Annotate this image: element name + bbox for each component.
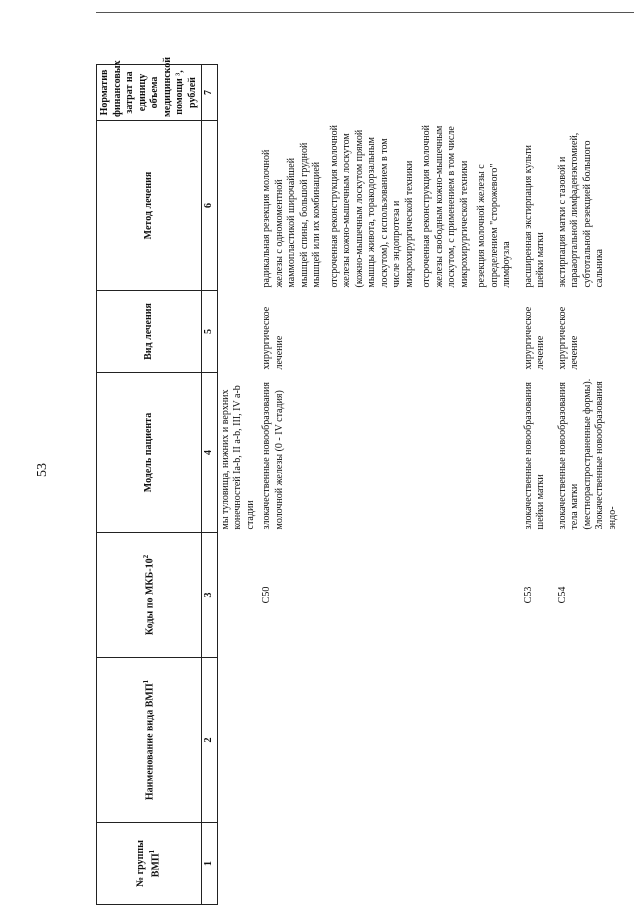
table-row bbox=[217, 65, 259, 905]
cell-treatment-method bbox=[259, 121, 521, 291]
cell-cost-norm bbox=[259, 65, 521, 121]
col-number: 5 bbox=[202, 291, 218, 373]
cell-group-number bbox=[555, 823, 622, 905]
col-number: 7 bbox=[202, 65, 218, 121]
col-number: 3 bbox=[202, 533, 218, 658]
cell-cost-norm bbox=[555, 65, 622, 121]
cell-treatment-method bbox=[521, 121, 555, 291]
column-number-row bbox=[202, 65, 218, 905]
cell-treatment-type: хирургическое лечение bbox=[261, 306, 285, 370]
method-item: отсроченная реконструкция молочной железы свободным кожно-мышечным лоскутом, с применением в том числе микрохирургической техники bbox=[421, 124, 470, 288]
cell-vmp-name bbox=[259, 658, 521, 823]
header-row bbox=[97, 65, 202, 905]
table-row bbox=[259, 65, 521, 905]
cell-vmp-name bbox=[217, 658, 259, 823]
cell-group-number bbox=[521, 823, 555, 905]
cell-patient-model: злокачественные новообразования шейки матки bbox=[522, 382, 546, 530]
header-treatment-method: Метод лечения bbox=[97, 121, 202, 291]
table-body bbox=[217, 65, 621, 905]
table-row bbox=[555, 65, 622, 905]
cell-icd-code: C53 bbox=[522, 586, 534, 604]
page-number: 53 bbox=[35, 463, 50, 477]
cell-treatment-method bbox=[555, 121, 622, 291]
header-icd-codes: Коды по МКБ-$10^2$ bbox=[97, 533, 202, 658]
vmp-table bbox=[96, 56, 621, 905]
method-item: расширенная экстирпация культи шейки матки bbox=[522, 145, 546, 288]
cell-group-number bbox=[217, 823, 259, 905]
method-item: радикальная резекция молочной железы с одномоментной маммопластикой широчайшей мышцей спины, большой грудной мышцей или их комбинацией bbox=[261, 142, 322, 288]
cell-icd-code: C50 bbox=[261, 586, 272, 604]
cell-patient-model: злокачественные новообразования молочной железы (0 - IV стадия) bbox=[261, 382, 285, 530]
method-item: отсроченная реконструкция молочной железы кожно-мышечным лоскутом (кожно-мышечным лоскутом прямой мышцы живота, торакодорзальным лоскутом), с использованием в том числе эндопротеза и микрохирургической техники bbox=[328, 124, 415, 288]
header-treatment-type: Вид лечения bbox=[97, 291, 202, 373]
col-number: 2 bbox=[202, 658, 218, 823]
cell-patient-model: злокачественные новообразования тела матки (местнораспространенные формы). Злокачественные новообразования эндо- bbox=[556, 378, 618, 530]
cell-vmp-name bbox=[521, 658, 555, 823]
col-number: 1 bbox=[202, 823, 218, 905]
cell-icd-code: C54 bbox=[556, 586, 568, 604]
cell-cost-norm bbox=[521, 65, 555, 121]
header-patient-model: Модель пациента bbox=[97, 373, 202, 533]
method-item: экстирпация матки с тазовой и парааортальной лимфаденэктомией, субтотальной резекцией большого сальника bbox=[556, 132, 605, 288]
top-rule bbox=[96, 12, 634, 13]
col-number: 4 bbox=[202, 373, 218, 533]
cell-treatment-method bbox=[217, 121, 259, 291]
rotated-table-page bbox=[96, 56, 640, 905]
header-group-number: № группы ВМП$^1$ bbox=[97, 823, 202, 905]
cell-vmp-name bbox=[555, 658, 622, 823]
header-cost-norm: Норматив финансовых затрат на единицу объема медицинской помощи ³, рублей bbox=[97, 65, 202, 121]
table-row bbox=[521, 65, 555, 905]
cell-treatment-type: хирургическое лечение bbox=[556, 306, 580, 370]
cell-patient-model: мы туловища, нижних и верхних конечностей Ia-b, II a-b, III, IV a-b стадии bbox=[219, 385, 256, 530]
cell-treatment-type bbox=[217, 291, 259, 373]
method-item: резекция молочной железы с определением "сторожевого" лимфоузла bbox=[476, 163, 512, 288]
cell-treatment-type: хирургическое лечение bbox=[522, 306, 546, 370]
col-number: 6 bbox=[202, 121, 218, 291]
cell-cost-norm bbox=[217, 65, 259, 121]
cell-icd-code bbox=[217, 533, 259, 658]
header-vmp-name: Наименование вида ВМП$^1$ bbox=[97, 658, 202, 823]
cell-group-number bbox=[259, 823, 521, 905]
